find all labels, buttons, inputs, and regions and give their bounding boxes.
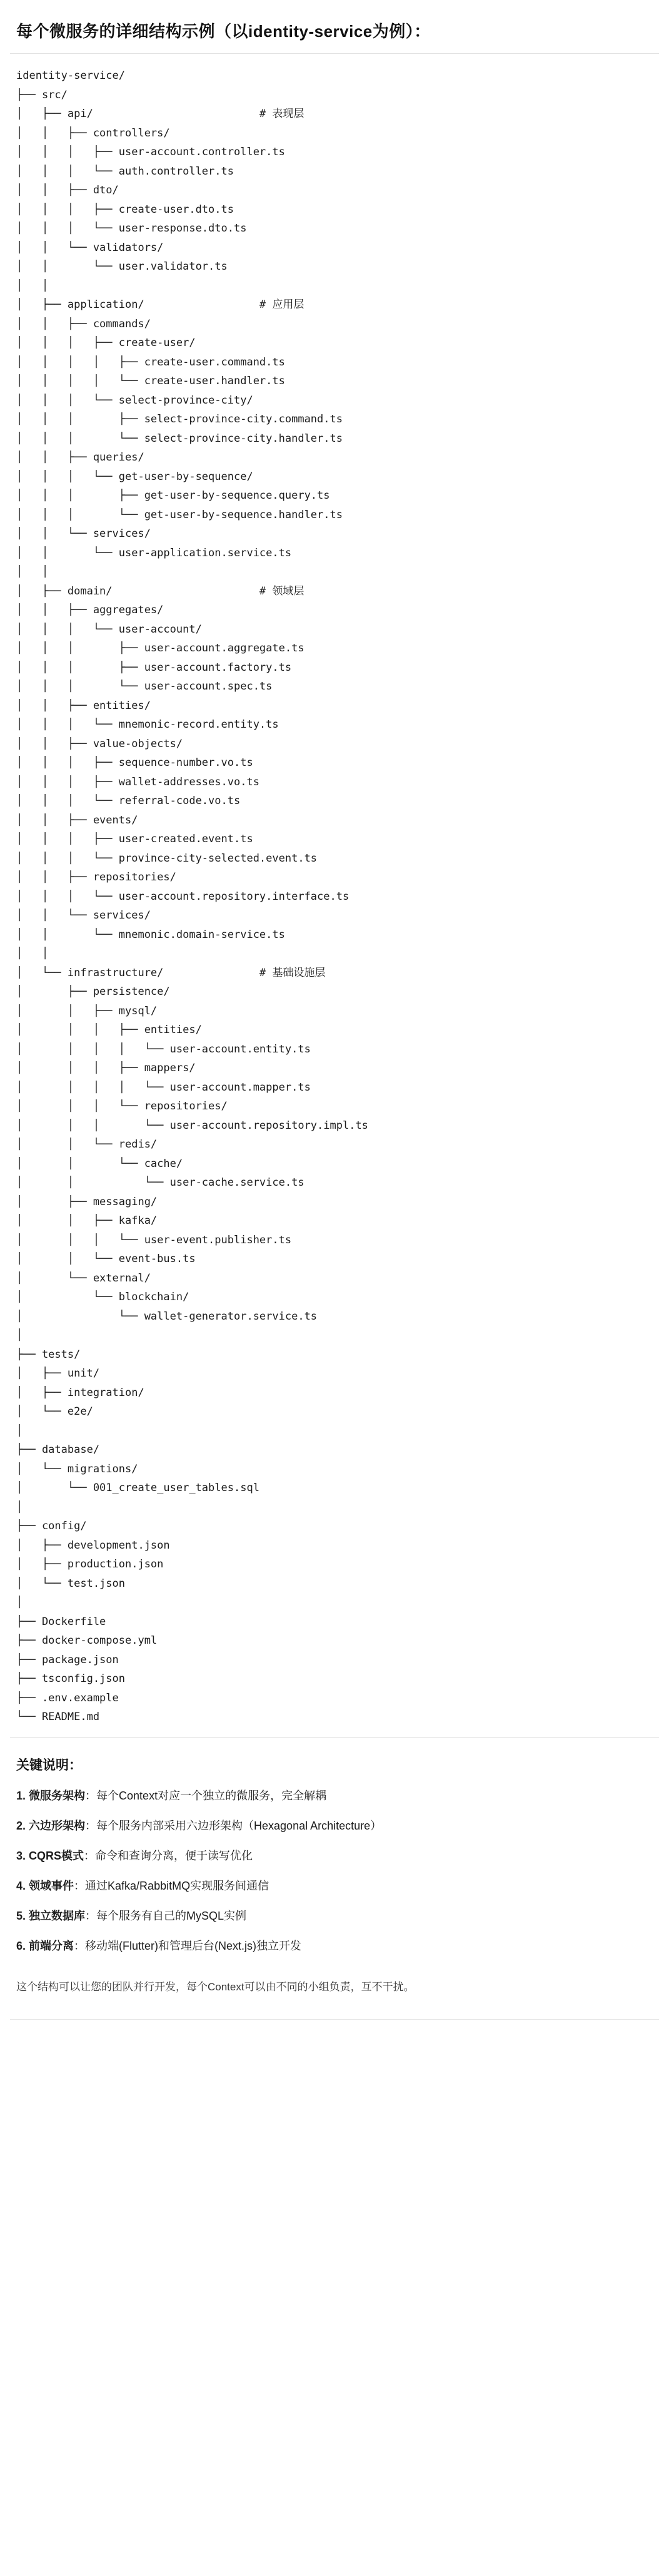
- tree-line: │ │ │ ├── sequence-number.vo.ts: [16, 756, 253, 769]
- tree-line: │ │ │ ├── user-created.event.ts: [16, 833, 253, 845]
- notes-list: [16, 1785, 653, 1957]
- tree-line: │ │: [16, 279, 49, 292]
- tree-line: │ └── 001_create_user_tables.sql: [16, 1482, 259, 1494]
- tree-line: │ │ │ ├── get-user-by-sequence.query.ts: [16, 489, 330, 502]
- note-item: [16, 1905, 653, 1927]
- tree-line: ├── Dockerfile: [16, 1615, 106, 1628]
- tree-line: │ │ ├── aggregates/: [16, 604, 164, 616]
- tree-line: │ │ │ └── user-account.repository.impl.ts: [16, 1119, 368, 1132]
- tree-line: ├── database/: [16, 1443, 100, 1456]
- tree-line: │ ├── integration/: [16, 1386, 144, 1399]
- tree-line: │ ├── production.json: [16, 1558, 164, 1571]
- tree-line: │ └── test.json: [16, 1577, 125, 1590]
- tree-line: ├── package.json: [16, 1653, 119, 1666]
- note-item: [16, 1815, 653, 1836]
- tree-line: ├── tsconfig.json: [16, 1672, 125, 1685]
- tree-line: │ │ │ ├── create-user.dto.ts: [16, 203, 234, 216]
- page-title: 每个微服务的详细结构示例（以identity-service为例）：: [16, 22, 431, 41]
- note-text: ：命令和查询分离，便于读写优化: [84, 1849, 253, 1862]
- note-key: 领域事件: [29, 1879, 74, 1892]
- tree-line: │ │ │ ├── user-account.aggregate.ts: [16, 642, 304, 654]
- tree-line: │ │ │ └── repositories/: [16, 1100, 228, 1112]
- tree-line: ├── config/: [16, 1520, 87, 1532]
- note-number: 6.: [16, 1939, 26, 1952]
- tree-line: │ │ └── user.validator.ts: [16, 260, 228, 273]
- tree-line: │ │: [16, 947, 49, 960]
- tree-line: │ └── blockchain/: [16, 1291, 189, 1303]
- tree-line: │ │ │ └── user-response.dto.ts: [16, 222, 247, 235]
- tree-line: │ │ ├── commands/: [16, 317, 151, 330]
- tree-line: ├── src/: [16, 88, 68, 101]
- tree-line: │ │ └── mnemonic.domain-service.ts: [16, 928, 285, 941]
- note-item: [16, 1875, 653, 1896]
- tree-line: │ │ │ └── auth.controller.ts: [16, 165, 234, 178]
- tree-line: │: [16, 1424, 23, 1437]
- tree-line: │ │ │ └── referral-code.vo.ts: [16, 795, 241, 807]
- tree-line: │ │ │ │ └── user-account.entity.ts: [16, 1042, 311, 1056]
- tree-line: │: [16, 1500, 23, 1514]
- footer-note: 这个结构可以让您的团队并行开发，每个Context可以由不同的小组负责，互不干扰。: [16, 1980, 415, 1993]
- tree-line: │ │ └── cache/: [16, 1157, 183, 1170]
- tree-line: │ │ ├── kafka/: [16, 1214, 158, 1227]
- note-number: 3.: [16, 1849, 26, 1862]
- tree-line: │ │ │ └── get-user-by-sequence/: [16, 470, 253, 483]
- tree-line: │ ├── development.json: [16, 1539, 170, 1552]
- bottom-rule: [10, 2019, 659, 2020]
- tree-line: │ └── e2e/: [16, 1405, 93, 1418]
- tree-line: │ └── external/: [16, 1271, 151, 1285]
- tree-line: │ ├── messaging/: [16, 1195, 158, 1208]
- tree-line: │ │ │ ├── wallet-addresses.vo.ts: [16, 775, 259, 788]
- tree-line: │ │ │ └── user-event.publisher.ts: [16, 1233, 292, 1246]
- note-text: ：通过Kafka/RabbitMQ实现服务间通信: [74, 1879, 269, 1892]
- tree-line: │ │: [16, 566, 49, 578]
- note-key: 独立数据库: [29, 1909, 86, 1922]
- tree-line: │ │ │ │ ├── create-user.command.ts: [16, 355, 285, 369]
- tree-line: └── README.md: [16, 1711, 100, 1723]
- tree-line: │ │ │ ├── user-account.controller.ts: [16, 146, 285, 158]
- tree-line: │ │ │ └── province-city-selected.event.ts: [16, 852, 318, 865]
- tree-line: │ ├── api/ # 表现层: [16, 108, 304, 120]
- tree-line: │ │ ├── controllers/: [16, 126, 170, 140]
- tree-line: │ │ │ └── user-account/: [16, 623, 202, 636]
- note-key: 前端分离: [29, 1939, 74, 1952]
- note-text: ：每个服务内部采用六边形架构（Hexagonal Architecture）: [85, 1819, 382, 1832]
- tree-line: identity-service/: [16, 69, 125, 82]
- tree-line: │ │ ├── dto/: [16, 184, 119, 196]
- tree-line: │ └── migrations/: [16, 1462, 138, 1475]
- tree-line: │ │ ├── value-objects/: [16, 737, 183, 750]
- tree-line: │ │ ├── events/: [16, 813, 138, 827]
- note-number: 5.: [16, 1909, 26, 1922]
- note-key: 微服务架构: [29, 1789, 86, 1802]
- tree-line: │ │ │ └── user-account.repository.interface.ts: [16, 890, 350, 903]
- note-number: 2.: [16, 1819, 26, 1832]
- note-key: CQRS模式: [29, 1849, 84, 1862]
- note-item: [16, 1935, 653, 1957]
- tree-line: │ ├── persistence/: [16, 985, 170, 998]
- tree-line: │ │ │ ├── select-province-city.command.ts: [16, 413, 343, 425]
- tree-line: ├── tests/: [16, 1348, 81, 1361]
- tree-line: │ │ ├── mysql/: [16, 1004, 158, 1017]
- tree-line: │ │ ├── queries/: [16, 451, 144, 464]
- tree-line: │ │ └── services/: [16, 527, 151, 540]
- note-number: 1.: [16, 1789, 26, 1802]
- tree-line: │ ├── unit/: [16, 1367, 100, 1380]
- tree-line: │ │ ├── repositories/: [16, 871, 176, 883]
- tree-line: │ │ └── services/: [16, 909, 151, 922]
- tree-line: │ ├── domain/ # 领域层: [16, 584, 304, 598]
- notes-heading: 关键说明：: [16, 1758, 82, 1773]
- note-key: 六边形架构: [29, 1819, 86, 1832]
- tree-line: │ │ │ │ └── create-user.handler.ts: [16, 375, 285, 387]
- tree-line: │ │ └── event-bus.ts: [16, 1253, 196, 1265]
- tree-line: │ │ └── validators/: [16, 241, 164, 254]
- tree-line: │ │ │ ├── entities/: [16, 1024, 202, 1036]
- tree-line: │ │ │ ├── user-account.factory.ts: [16, 661, 292, 674]
- note-item: [16, 1785, 653, 1806]
- tree-line: │ └── wallet-generator.service.ts: [16, 1310, 318, 1323]
- tree-line: │: [16, 1596, 23, 1609]
- note-item: [16, 1845, 653, 1866]
- tree-line: │ │ │ └── mnemonic-record.entity.ts: [16, 718, 279, 731]
- tree-line: │ │ │ └── get-user-by-sequence.handler.ts: [16, 508, 343, 521]
- tree-line: │ │ │ └── select-province-city/: [16, 394, 253, 407]
- tree-line: │ │ │ ├── mappers/: [16, 1062, 196, 1074]
- directory-tree: [0, 54, 669, 1737]
- tree-line: │ │ └── redis/: [16, 1138, 158, 1151]
- tree-line: │ ├── application/ # 应用层: [16, 298, 304, 311]
- tree-line: │ │ ├── entities/: [16, 699, 151, 712]
- tree-line: │ │ │ └── user-account.spec.ts: [16, 680, 273, 693]
- note-number: 4.: [16, 1879, 26, 1892]
- note-text: ：移动端(Flutter)和管理后台(Next.js)独立开发: [74, 1939, 302, 1952]
- note-text: ：每个Context对应一个独立的微服务，完全解耦: [85, 1789, 327, 1802]
- key-notes-section: [0, 1738, 669, 1972]
- tree-line: │ │ └── user-application.service.ts: [16, 546, 292, 559]
- tree-line: │: [16, 1329, 23, 1341]
- tree-line: │ │ │ │ └── user-account.mapper.ts: [16, 1081, 311, 1094]
- tree-line: │ │ │ └── select-province-city.handler.ts: [16, 432, 343, 445]
- tree-line: │ │ │ ├── create-user/: [16, 337, 196, 349]
- note-text: ：每个服务有自己的MySQL实例: [85, 1909, 247, 1922]
- tree-line: ├── docker-compose.yml: [16, 1634, 158, 1647]
- tree-line: ├── .env.example: [16, 1691, 119, 1704]
- tree-line: │ └── infrastructure/ # 基础设施层: [16, 966, 326, 979]
- tree-line: │ │ └── user-cache.service.ts: [16, 1176, 304, 1189]
